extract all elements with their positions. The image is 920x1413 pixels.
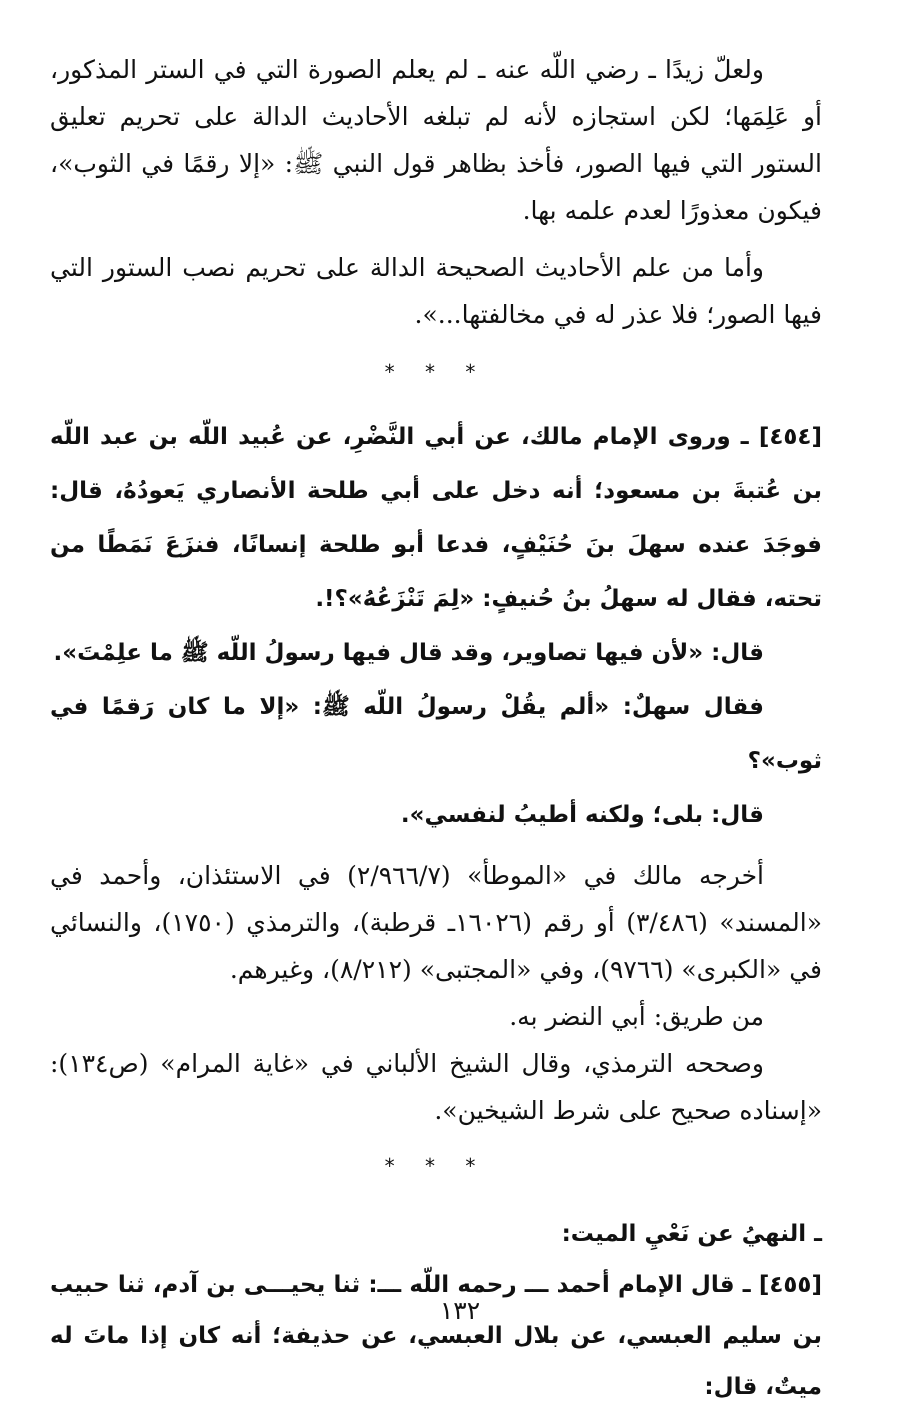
paragraph-2: وأما من علم الأحاديث الصحيحة الدالة على تحريم نصب الستور التي فيها الصور؛ فلا عذر له في مخالفتها...». [50,253,822,329]
section-separator: * * * [384,360,488,384]
hadith-454-text: [٤٥٤] ـ وروى الإمام مالك، عن أبي النَّضْرِ، عن عُبيد اللّه بن عبد اللّه بن عُتبةَ بن مسعود؛ أنه دخل على أبي طلحة الأنصاري يَعودُهُ، قال: فوجَدَ عنده سهلَ بنَ حُنَيْفٍ، فدعا أبو طلحة إنسانًا، فنزَعَ نَمَطًا من تحته، فقال له سهلُ بنُ حُنيفٍ: «لِمَ تَنْزَعُهُ»؟!. [50,424,822,612]
hadith-455-text: [٤٥٥] ـ قال الإمام أحمد ـــ رحمه اللّه ـــ: ثنا يحيـــى بن آدم، ثنا حبيب بن سليم العبسي، عن بلال العبسي، عن حذيفة؛ أنه كان إذا ماتَ له ميتٌ، قال: [50,1272,822,1400]
hadith-454-question: فقال سهلٌ: «ألم يقُلْ رسولُ اللّه ﷺ: «إلا ما كان رَقمًا في ثوب»؟ [50,694,822,774]
page-number: ١٣٢ [439,1296,481,1325]
hadith-454-reply: قال: «لأن فيها تصاوير، وقد قال فيها رسولُ اللّه ﷺ ما علِمْتَ». [53,640,764,666]
page-body [50,46,822,1413]
section-heading: ـ النهيُ عن نَعْيِ الميت: [561,1221,822,1247]
hadith-454-answer: قال: بلى؛ ولكنه أطيبُ لنفسي». [400,802,764,828]
takhrij-sources: أخرجه مالك في «الموطأ» (٢/٩٦٦/٧) في الاستئذان، وأحمد في «المسند» (٣/٤٨٦) أو رقم (١٦٠٢٦ـ قرطبة)، والترمذي (١٧٥٠)، والنسائي في «الكبرى» (٩٧٦٦)، وفي «المجتبى» (٨/٢١٢)، وغيرهم. [50,861,822,984]
takhrij-route: من طريق: أبي النضر به. [509,1002,764,1031]
takhrij-grading: وصححه الترمذي، وقال الشيخ الألباني في «غاية المرام» (ص١٣٤): «إسناده صحيح على شرط الشيخين». [50,1049,822,1125]
paragraph-1: ولعلّ زيدًا ـ رضي اللّه عنه ـ لم يعلم الصورة التي في الستر المذكور، أو عَلِمَها؛ لكن استجازه لأنه لم تبلغه الأحاديث الدالة على تحريم تعليق الستور التي فيها الصور، فأخذ بظاهر قول النبي ﷺ: «إلا رقمًا في الثوب»، فيكون معذورًا لعدم علمه بها. [50,55,822,225]
section-separator: * * * [384,1154,488,1178]
